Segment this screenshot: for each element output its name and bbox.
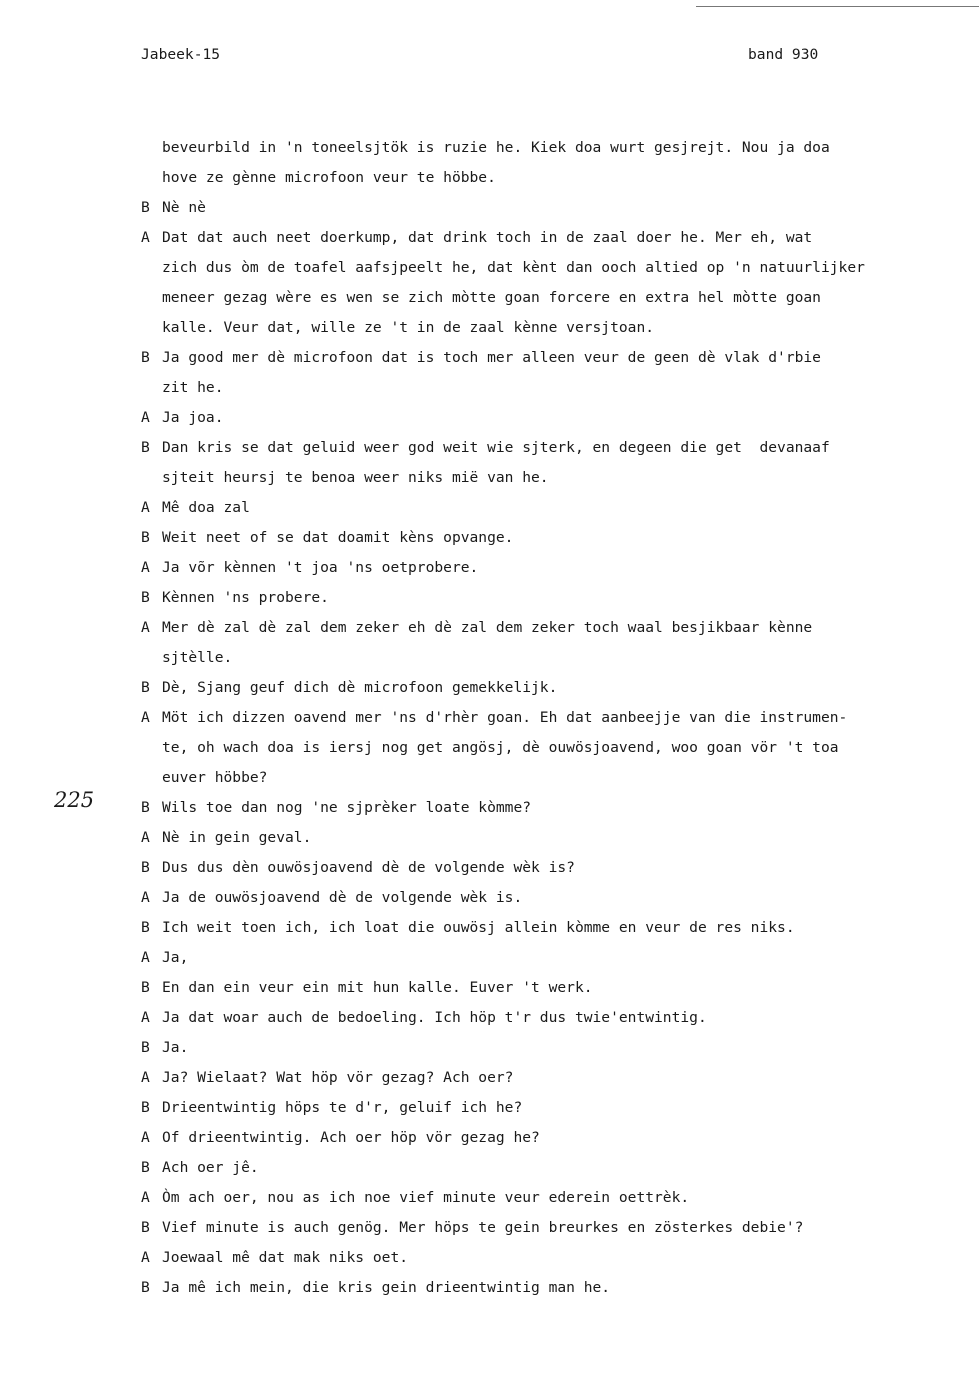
line-text: Vief minute is auch genög. Mer höps te gein breurkes en zösterkes debie'?	[162, 1219, 804, 1236]
speaker-label: A	[141, 1189, 150, 1206]
line-text: Mê doa zal	[162, 499, 250, 516]
transcript-line	[141, 1093, 971, 1123]
speaker-label: A	[141, 829, 150, 846]
speaker-label: B	[141, 799, 150, 816]
speaker-label: B	[141, 529, 150, 546]
line-text: Ja mê ich mein, die kris gein drieentwintig man he.	[162, 1279, 611, 1296]
transcript-line	[141, 763, 971, 793]
transcript-line	[141, 643, 971, 673]
line-text: Dat dat auch neet doerkump, dat drink toch in de zaal doer he. Mer eh, wat	[162, 229, 813, 246]
transcript-line	[141, 163, 971, 193]
transcript-line	[141, 493, 971, 523]
speaker-label: B	[141, 979, 150, 996]
line-text: meneer gezag wère es wen se zich mòtte goan forcere en extra hel mòtte goan	[162, 289, 821, 306]
line-text: Ich weit toen ich, ich loat die ouwösj allein kòmme en veur de res niks.	[162, 919, 795, 936]
transcript-line	[141, 1003, 971, 1033]
line-text: Nè in gein geval.	[162, 829, 312, 846]
line-text: kalle. Veur dat, wille ze 't in de zaal kènne versjtoan.	[162, 319, 655, 336]
transcript-body	[141, 133, 971, 1303]
speaker-label: B	[141, 1279, 150, 1296]
speaker-label: B	[141, 859, 150, 876]
speaker-label: A	[141, 409, 150, 426]
document-id: Jabeek-15	[141, 46, 221, 63]
transcript-line	[141, 853, 971, 883]
transcript-line	[141, 703, 971, 733]
speaker-label: B	[141, 439, 150, 456]
transcript-line	[141, 733, 971, 763]
speaker-label: B	[141, 679, 150, 696]
transcript-line	[141, 943, 971, 973]
line-text: Ja de ouwösjoavend dè de volgende wèk is.	[162, 889, 523, 906]
line-text: Möt ich dizzen oavend mer 'ns d'rhèr goan. Eh dat aanbeejje van die instrumen-	[162, 709, 848, 726]
transcript-line	[141, 613, 971, 643]
transcript-line	[141, 553, 971, 583]
speaker-label: B	[141, 1159, 150, 1176]
speaker-label: B	[141, 589, 150, 606]
speaker-label: B	[141, 199, 150, 216]
line-text: Nè nè	[162, 199, 206, 216]
speaker-label: B	[141, 349, 150, 366]
transcript-line	[141, 433, 971, 463]
transcript-line	[141, 583, 971, 613]
speaker-label: B	[141, 1039, 150, 1056]
line-text: Ja good mer dè microfoon dat is toch mer alleen veur de geen dè vlak d'rbie	[162, 349, 821, 366]
transcript-line	[141, 1213, 971, 1243]
transcript-line	[141, 883, 971, 913]
speaker-label: A	[141, 1129, 150, 1146]
speaker-label: B	[141, 919, 150, 936]
speaker-label: B	[141, 1099, 150, 1116]
line-text: euver höbbe?	[162, 769, 268, 786]
line-text: Joewaal mê dat mak niks oet.	[162, 1249, 409, 1266]
line-text: Dus dus dèn ouwösjoavend dè de volgende wèk is?	[162, 859, 575, 876]
speaker-label: A	[141, 949, 150, 966]
transcript-line	[141, 343, 971, 373]
transcript-line	[141, 1033, 971, 1063]
transcript-line	[141, 823, 971, 853]
line-text: Ja joa.	[162, 409, 224, 426]
speaker-label: A	[141, 619, 150, 636]
line-text: Ja? Wielaat? Wat höp vör gezag? Ach oer?	[162, 1069, 514, 1086]
line-text: sjtèlle.	[162, 649, 233, 666]
line-text: hove ze gènne microfoon veur te höbbe.	[162, 169, 496, 186]
speaker-label: A	[141, 1249, 150, 1266]
speaker-label: A	[141, 889, 150, 906]
transcript-line	[141, 1243, 971, 1273]
speaker-label: A	[141, 1069, 150, 1086]
line-text: Kènnen 'ns probere.	[162, 589, 329, 606]
line-text: En dan ein veur ein mit hun kalle. Euver 't werk.	[162, 979, 593, 996]
transcript-line	[141, 463, 971, 493]
transcript-line	[141, 1123, 971, 1153]
speaker-label: A	[141, 709, 150, 726]
transcript-line	[141, 793, 971, 823]
line-text: Wils toe dan nog 'ne sjprèker loate kòmme?	[162, 799, 532, 816]
speaker-label: A	[141, 229, 150, 246]
transcript-line	[141, 1273, 971, 1303]
transcript-line	[141, 253, 971, 283]
transcript-line	[141, 133, 971, 163]
transcript-line	[141, 673, 971, 703]
speaker-label: A	[141, 499, 150, 516]
line-text: Òm ach oer, nou as ich noe vief minute veur ederein oettrèk.	[162, 1189, 690, 1206]
transcript-line	[141, 913, 971, 943]
transcript-line	[141, 313, 971, 343]
line-text: Ja.	[162, 1039, 189, 1056]
line-text: zich dus òm de toafel aafsjpeelt he, dat kènt dan ooch altied op 'n natuurlijker	[162, 259, 865, 276]
transcript-line	[141, 1063, 971, 1093]
speaker-label: A	[141, 559, 150, 576]
line-text: Ja,	[162, 949, 189, 966]
line-text: Drieentwintig höps te d'r, geluif ich he?	[162, 1099, 523, 1116]
transcript-line	[141, 403, 971, 433]
tape-number: band 930	[748, 46, 819, 63]
line-text: Ach oer jê.	[162, 1159, 259, 1176]
line-text: Dè, Sjang geuf dich dè microfoon gemekkelijk.	[162, 679, 558, 696]
line-text: Of drieentwintig. Ach oer höp vör gezag he?	[162, 1129, 540, 1146]
line-text: zit he.	[162, 379, 224, 396]
top-rule	[696, 6, 979, 7]
line-text: Mer dè zal dè zal dem zeker eh dè zal dem zeker toch waal besjikbaar kènne	[162, 619, 813, 636]
line-text: sjteit heursj te benoa weer niks mië van he.	[162, 469, 549, 486]
transcript-line	[141, 1153, 971, 1183]
transcript-line	[141, 523, 971, 553]
transcript-line	[141, 283, 971, 313]
transcript-line	[141, 1183, 971, 1213]
line-text: Ja dat woar auch de bedoeling. Ich höp t'r dus twie'entwintig.	[162, 1009, 707, 1026]
line-text: Ja võr kènnen 't joa 'ns oetprobere.	[162, 559, 479, 576]
line-text: te, oh wach doa is iersj nog get angösj, dè ouwösjoavend, woo goan vör 't toa	[162, 739, 839, 756]
speaker-label: A	[141, 1009, 150, 1026]
line-text: Weit neet of se dat doamit kèns opvange.	[162, 529, 514, 546]
transcript-line	[141, 973, 971, 1003]
transcript-line	[141, 373, 971, 403]
line-text: Dan kris se dat geluid weer god weit wie sjterk, en degeen die get devanaaf	[162, 439, 830, 456]
transcript-line	[141, 223, 971, 253]
handwritten-margin-note: 225	[54, 788, 95, 812]
speaker-label: B	[141, 1219, 150, 1236]
line-text: beveurbild in 'n toneelsjtök is ruzie he. Kiek doa wurt gesjrejt. Nou ja doa	[162, 139, 830, 156]
transcript-line	[141, 193, 971, 223]
